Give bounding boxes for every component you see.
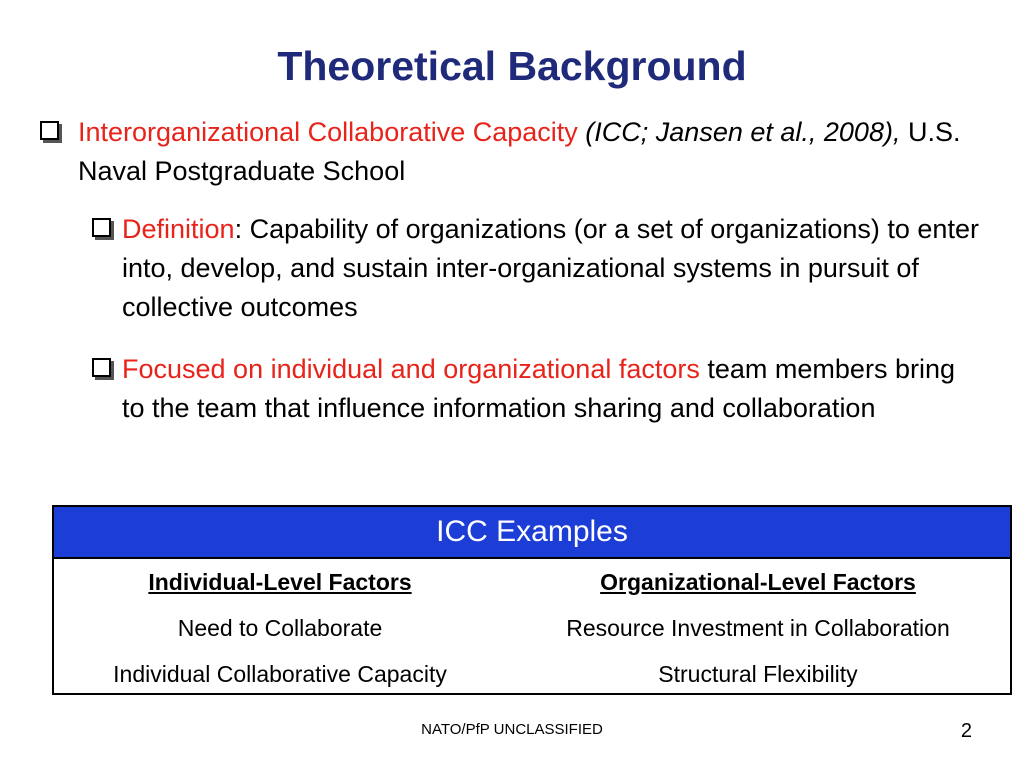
bullet-icc-citation: (ICC; Jansen et al., 2008), [585,117,901,147]
bullet-focused [92,350,982,428]
table-row [54,605,1010,651]
bullet-focused-red-text: Focused on individual and organizational factors [122,354,700,384]
bullet-definition-text [122,210,982,327]
table-cell: Resource Investment in Collaboration [566,614,950,641]
table-row [54,651,1010,697]
page-number: 2 [960,720,972,742]
table-cell: Individual Collaborative Capacity [113,660,447,687]
classification-footer: NATO/PfP UNCLASSIFIED [421,721,603,738]
bullet-icc [40,113,980,191]
table-cell: Structural Flexibility [658,660,858,687]
checkbox-bullet-icon [92,350,111,389]
bullet-focused-text [122,350,982,428]
bullet-icc-red-text: Interorganizational Collaborative Capacity [78,117,578,147]
bullet-definition-red-text: Definition [122,214,235,244]
bullet-icc-text [78,113,980,191]
column-header-individual: Individual-Level Factors [148,568,412,595]
icc-examples-table [52,505,1012,695]
table-column-headers [54,559,1010,605]
column-header-organizational: Organizational-Level Factors [600,568,916,595]
bullet-icc-rest: U.S. Naval Postgraduate School [78,117,961,186]
table-cell: Need to Collaborate [177,614,383,641]
table-header: ICC Examples [54,507,1010,559]
slide-title: Theoretical Background [277,43,747,89]
bullet-definition [92,210,982,327]
bullet-focused-rest: team members bring to the team that influence information sharing and collaboration [122,354,955,423]
checkbox-bullet-icon [92,210,111,249]
checkbox-bullet-icon [40,113,59,152]
bullet-definition-rest: : Capability of organizations (or a set of organizations) to enter into, develop, and sustain inter-organizational systems in pursuit of collective outcomes [122,214,979,322]
